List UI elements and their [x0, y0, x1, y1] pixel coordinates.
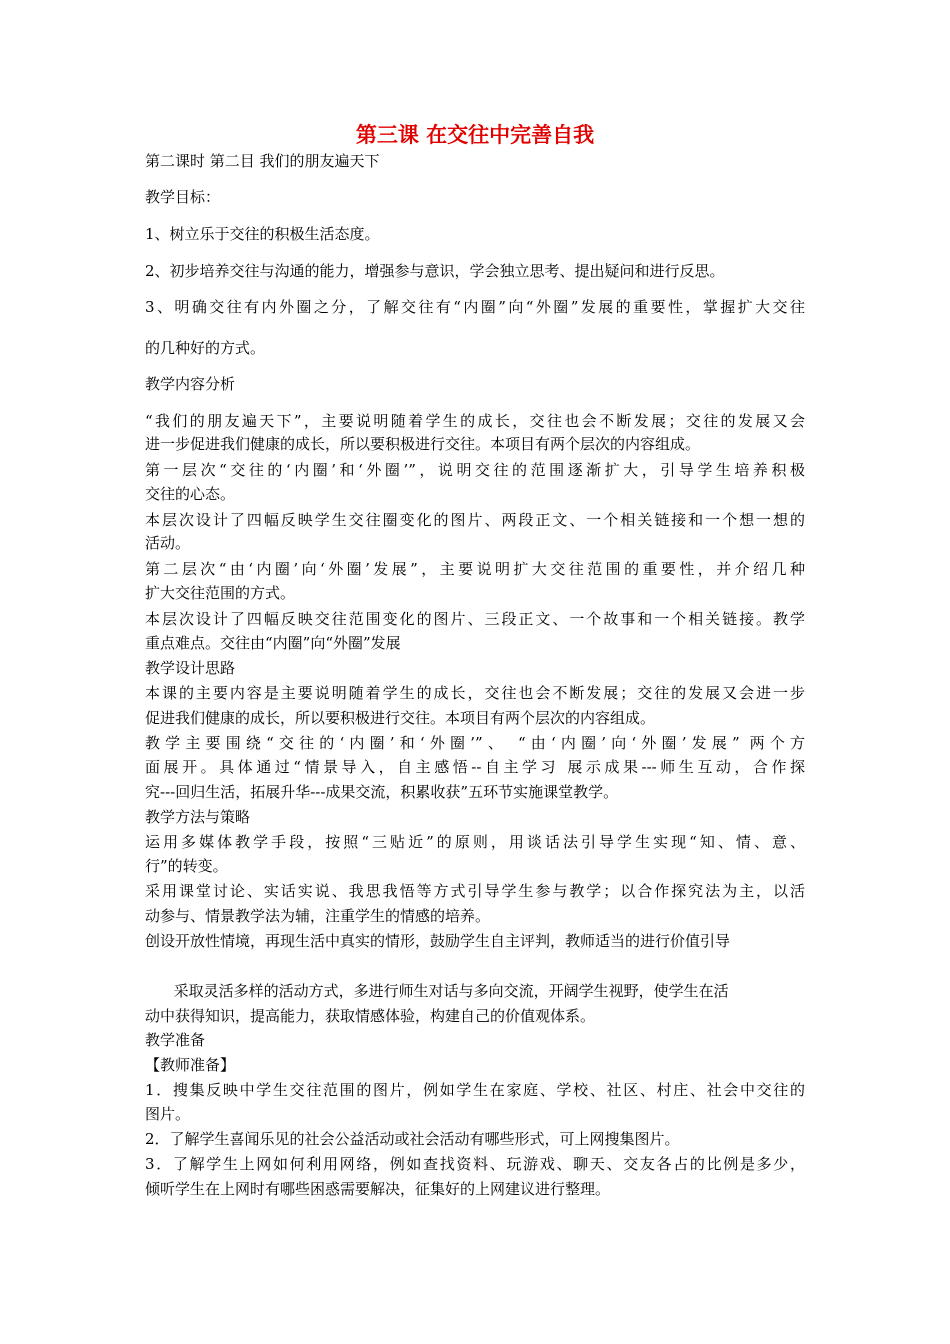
paragraph-line: “我们的朋友遍天下”，主要说明随着学生的成长，交往也会不断发展；交往的发展又会 [145, 412, 805, 430]
preparation-item-3: 3．了解学生上网如何利用网络，例如查找资料、玩游戏、聊天、交友各占的比例是多少， [145, 1155, 805, 1173]
paragraph-line: 本层次设计了四幅反映学生交往圈变化的图片、两段正文、一个相关链接和一个想一想的 [145, 511, 805, 529]
paragraph-line: 运用多媒体教学手段，按照“三贴近”的原则，用谈话法引导学生实现“知、情、意、 [145, 833, 805, 851]
paragraph-line: 动中获得知识，提高能力，获取情感体验，构建自己的价值观体系。 [145, 1007, 596, 1025]
paragraph-line: 活动。 [145, 534, 191, 552]
preparation-item-1-continued: 图片。 [145, 1105, 191, 1123]
lesson-subtitle: 第二课时 第二目 我们的朋友遍天下 [145, 152, 380, 170]
objective-1: 1、树立乐于交往的积极生活态度。 [145, 225, 380, 243]
paragraph-line: 动参与、情景教学法为辅，注重学生的情感的培养。 [145, 907, 491, 925]
section-heading-preparation: 教学准备 [145, 1031, 206, 1049]
section-subheading-teacher-preparation: 【教师准备】 [145, 1056, 236, 1074]
paragraph-line: 采用课堂讨论、实话实说、我思我悟等方式引导学生参与教学；以合作探究法为主，以活 [145, 882, 805, 900]
paragraph-line: 第一层次“交往的‘内圈’和‘外圈’”，说明交往的范围逐渐扩大，引导学生培养积极 [145, 461, 805, 479]
section-heading-content-analysis: 教学内容分析 [145, 375, 236, 393]
paragraph-line: 重点难点。交往由“内圈”向“外圈”发展 [145, 634, 401, 652]
paragraph-line: 采取灵活多样的活动方式，多进行师生对话与多向交流，开阔学生视野，使学生在活 [145, 982, 729, 1000]
objective-3: 3、明确交往有内外圈之分，了解交往有“内圈”向“外圈”发展的重要性，掌握扩大交往 [145, 298, 805, 316]
paragraph-line: 本课的主要内容是主要说明随着学生的成长，交往也会不断发展；交往的发展又会进一步 [145, 684, 805, 702]
preparation-item-3-continued: 倾听学生在上网时有哪些困惑需要解决，征集好的上网建议进行整理。 [145, 1180, 611, 1198]
section-heading-design: 教学设计思路 [145, 659, 236, 677]
paragraph-line: 第二层次“由‘内圈’向‘外圈’发展”，主要说明扩大交往范围的重要性，并介绍几种 [145, 560, 805, 578]
paragraph-line: 面展开。具体通过“情景导入，自主感悟--自主学习 展示成果---师生互动，合作探 [145, 758, 805, 776]
section-heading-objectives: 教学目标： [145, 188, 221, 206]
paragraph-line: 教学主要围绕“交往的‘内圈’和‘外圈’”、 “由‘内圈’向‘外圈’发展” 两个方 [145, 734, 805, 752]
paragraph-line: 交往的心态。 [145, 485, 236, 503]
paragraph-line: 行”的转变。 [145, 857, 228, 875]
preparation-item-1: 1．搜集反映中学生交往范围的图片，例如学生在家庭、学校、社区、村庄、社会中交往的 [145, 1081, 805, 1099]
objective-2: 2、初步培养交往与沟通的能力，增强参与意识，学会独立思考、提出疑问和进行反思。 [145, 262, 725, 280]
section-heading-methods: 教学方法与策略 [145, 808, 251, 826]
paragraph-line: 究---回归生活，拓展升华---成果交流，积累收获”五环节实施课堂教学。 [145, 783, 619, 801]
paragraph-line: 本层次设计了四幅反映交往范围变化的图片、三段正文、一个故事和一个相关链接。教学 [145, 610, 805, 628]
paragraph-line: 促进我们健康的成长，所以要积极进行交往。本项目有两个层次的内容组成。 [145, 709, 656, 727]
paragraph-line: 创设开放性情境，再现生活中真实的情形，鼓励学生自主评判，教师适当的进行价值引导 [145, 932, 731, 950]
preparation-item-2: 2．了解学生喜闻乐见的社会公益活动或社会活动有哪些形式，可上网搜集图片。 [145, 1130, 680, 1148]
objective-3-continued: 的几种好的方式。 [145, 339, 266, 357]
document-title: 第三课 在交往中完善自我 [355, 123, 595, 147]
paragraph-line: 扩大交往范围的方式。 [145, 584, 296, 602]
paragraph-line: 进一步促进我们健康的成长，所以要积极进行交往。本项目有两个层次的内容组成。 [145, 435, 701, 453]
